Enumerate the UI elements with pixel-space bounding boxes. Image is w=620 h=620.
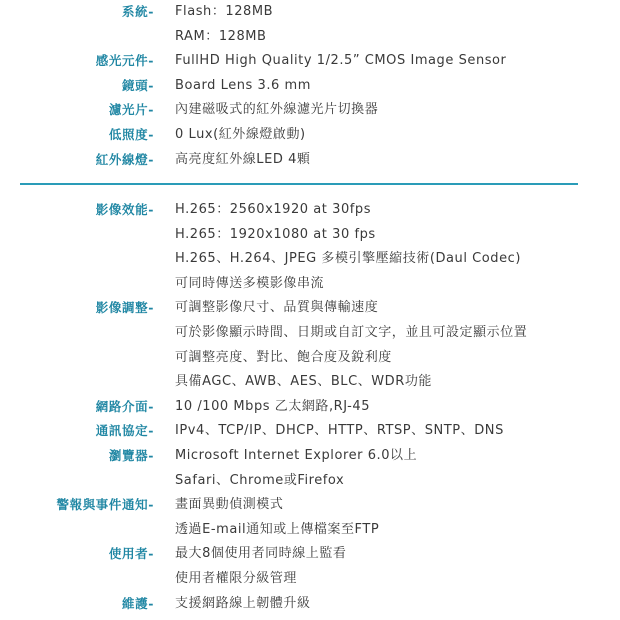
spec-label: 系統-	[122, 4, 154, 19]
spec-value: 具備AGC、AWB、AES、BLC、WDR功能	[175, 374, 432, 390]
spec-value: 10 /100 Mbps 乙太網路,RJ-45	[175, 398, 371, 414]
spec-value: 內建磁吸式的紅外線濾光片切換器	[175, 102, 379, 118]
spec-value: 支援網路線上韌體升級	[175, 595, 311, 611]
spec-value: H.265、H.264、JPEG 多模引擎壓縮技術(Daul Codec)	[175, 251, 521, 267]
spec-label: 影像調整-	[95, 300, 154, 316]
spec-value: IPv4、TCP/IP、DHCP、HTTP、RTSP、SNTP、DNS	[175, 423, 504, 439]
spec-value: RAM：128MB	[175, 28, 267, 44]
spec-row	[0, 419, 620, 444]
spec-value: 0 Lux(紅外線燈啟動)	[175, 126, 306, 142]
spec-value: 可同時傳送多模影像串流	[175, 275, 325, 291]
spec-value: 高亮度紅外線LED 4顆	[175, 151, 311, 167]
spec-section-hardware	[0, 0, 620, 172]
spec-label: 通訊協定-	[95, 423, 154, 439]
spec-label: 警報與事件通知-	[56, 497, 154, 513]
spec-row	[0, 74, 620, 99]
spec-value: Flash：128MB	[175, 4, 274, 19]
spec-row	[0, 542, 620, 567]
spec-label: 網路介面-	[95, 398, 154, 414]
spec-row	[0, 25, 620, 50]
spec-label: 影像效能-	[95, 202, 154, 217]
section-divider	[20, 183, 578, 185]
spec-label: 維護-	[122, 595, 154, 611]
spec-label: 感光元件-	[95, 53, 154, 69]
spec-label: 低照度-	[108, 126, 154, 142]
spec-row	[0, 198, 620, 223]
spec-row	[0, 223, 620, 248]
spec-row	[0, 444, 620, 469]
spec-row	[0, 592, 620, 617]
spec-label: 濾光片-	[108, 102, 154, 118]
spec-row	[0, 98, 620, 123]
spec-row	[0, 395, 620, 420]
spec-value: Board Lens 3.6 mm	[175, 77, 311, 93]
spec-row	[0, 247, 620, 272]
spec-value: H.265：2560x1920 at 30fps	[175, 202, 372, 217]
spec-label: 鏡頭-	[122, 77, 154, 93]
spec-row	[0, 272, 620, 297]
spec-section-software	[0, 198, 620, 616]
spec-value: 使用者權限分級管理	[175, 570, 297, 586]
spec-row	[0, 296, 620, 321]
spec-value: 可於影像顯示時間、日期或自訂文字，並且可設定顯示位置	[175, 324, 528, 340]
spec-value: 透過E-mail通知或上傳檔案至FTP	[175, 521, 380, 537]
spec-value: 最大8個使用者同時線上監看	[175, 546, 347, 562]
spec-value: FullHD High Quality 1/2.5” CMOS Image Sensor	[175, 53, 507, 69]
spec-label: 使用者-	[108, 546, 154, 562]
spec-value: Microsoft Internet Explorer 6.0以上	[175, 447, 418, 463]
spec-value: 畫面異動偵測模式	[175, 497, 284, 513]
spec-row	[0, 49, 620, 74]
spec-row	[0, 123, 620, 148]
spec-label: 瀏覽器-	[108, 447, 154, 463]
spec-row	[0, 493, 620, 518]
spec-row	[0, 0, 620, 25]
spec-value: 可調整影像尺寸、品質與傳輸速度	[175, 300, 379, 316]
spec-row	[0, 321, 620, 346]
spec-row	[0, 567, 620, 592]
spec-label: 紅外線燈-	[95, 151, 154, 167]
spec-value: H.265：1920x1080 at 30 fps	[175, 226, 376, 242]
spec-row	[0, 469, 620, 494]
spec-row	[0, 346, 620, 371]
spec-value: Safari、Chrome或Firefox	[175, 472, 345, 488]
spec-row	[0, 370, 620, 395]
spec-row	[0, 148, 620, 173]
spec-row	[0, 518, 620, 543]
spec-value: 可調整亮度、對比、飽合度及銳利度	[175, 349, 392, 365]
